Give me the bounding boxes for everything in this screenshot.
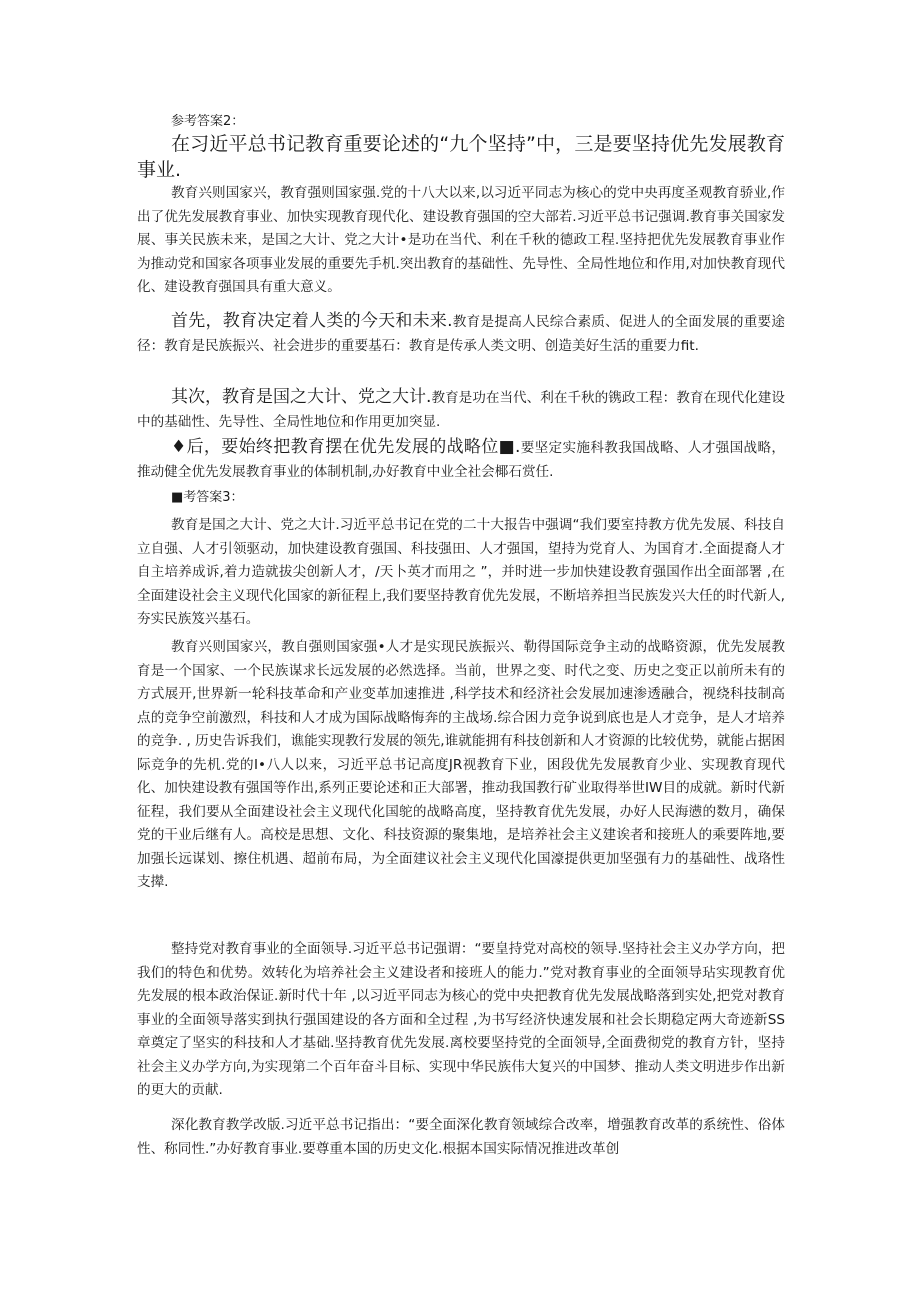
- paragraph-2: [137, 310, 785, 358]
- paragraph-1: 教育兴则国家兴，教育强则国家强.党的十八大以来,以习近平同志为核心的党中央再度圣观教育骄业,作出了优先发展教育事业、加快实现教育现代化、建设教育强国的空大部若.习近平总书记强调.教育事关国家发展、事关民族未来，是国之大计、党之大计•是功在当代、利在千秋的德政工程.坚持把优先发展教育事业作为推动党和国家各项事业发展的重要先手机.突出教育的基础性、先导性、全局性地位和作用,对加快教育现代化、建设教育强国具有重大意义。: [137, 185, 785, 295]
- answer-3-label: ■考答案3：: [171, 490, 244, 505]
- paragraph-2-text: 教育是提高人民综合素质、促进人的全面发展的重要途径：教育是民族振兴、社会进步的重要基石：教育是传承人类文明、创造美好生活的重要力fit.: [137, 314, 786, 354]
- answer-2-heading: 在习近平总书记教育重要论述的“九个坚持”中，三是要坚持优先发展教育事业.: [137, 133, 785, 181]
- paragraph-7: 整持党对教育事业的全面领导.习近平总书记强谓：“要皇持党对高校的领导.坚持社会主义办学方向，把我们的特色和优势。效转化为培养社会主义建设者和接班人的能力.”党对教育事业的全面领导玷实现教育优先发展的根本政治保证.新时代十年 ,以习近平同志为核心的党中央把教育优先发展战略落到实处,把党对教育事业的全面领导落实到执行强国建设的各方面和全过程 ,为书写经济快速发展和社会长期稳定两大奇迹新SS章奠定了坚实的科技和人才基础.坚持教育优先发展.离校要坚持党的全面领导,全面费彻党的教育方针，坚持社会主义办学方向,为实现第二个百年奋斗目标、实现中华民族伟大复兴的中国梦、推动人类文明进步作出新的更大的贡献.: [137, 941, 785, 1098]
- paragraph-2-lead: 首先，教育决定着人类的今天和未来.: [171, 311, 453, 331]
- answer-2-label: 参考答案2：: [171, 114, 245, 129]
- paragraph-8: 深化教育教学改版.习近平总书记指出：“要全面深化教育领域综合改率，增强教育改革的系统性、俗体性、称同性.”办好教育事业.要尊重本国的历史文化.根据本国实际情况推进改革创: [137, 1117, 785, 1157]
- paragraph-4-text: 要坚定实施科教我国战略、人才强国战略，推动健全优先发展教育事业的体制机制,办好教育中业全社会椰石赏任.: [137, 440, 785, 480]
- paragraph-6: 教育兴则国家兴，教自强则国家强•人才是实现民族振兴、勒得国际竞争主动的战略资源，优先发展教育是一个国家、一个民族谋求长远发展的必然选择。当前，世界之变、时代之变、历史之变正以前所未有的方式展开,世界新一轮科技革命和产业变革加速推进 ,科学技术和经济社会发展加速渗透融合，视绕科技制高点的竞争空前激烈，科技和人才成为国际战略悔奔的主战场.综合困力竞争说到底也是人才竞争，是人才培养的竞争. , 历史告诉我们，谯能实现教行发展的领先,谁就能拥有科技创新和人才资源的比较优势，就能占据困际竞争的先机.党的I•八人以来，习近平总书记高度JR视教育下业，困段优先发展教育少业、实现教育现代化、加快建设教有强国等作出,系列正要论述和正大部署，推动我国教行矿业取得举世IW目的成就。新时代新征程，我们要从全面建设社会主义现代化国鸵的战略高度，坚持教育优先发展，办好人民海懑的数月，确保党的干业后继有人。高校是思想、文化、科技资源的聚集地，是培养社会主义建诶者和接班人的乘要阵地,要加强长远谋划、擦住机遇、超前布局，为全面建议社会主义现代化国濠提供更加坚强有力的基础性、战珞性支撵.: [137, 639, 785, 890]
- paragraph-3-lead: 其次，教育是国之大计、党之大计.: [171, 387, 432, 407]
- paragraph-3: [137, 386, 785, 434]
- paragraph-4-lead: ♦后，要始终把教育摆在优先发展的战略位■.: [171, 437, 521, 457]
- paragraph-3-text: 教育是功在当代、利在千秋的镌政工程：教育在现代化建设中的基础性、先导性、全局性地位和作用更加突显.: [137, 390, 786, 430]
- paragraph-5: 教育是国之大计、党之大计.习近平总书记在党的二十大报告中强调“我们要室持教方优先发展、科技自立自强、人才引领驱动，加快建设教育强国、科技强田、人才强国，望持为党育人、为国育才.全面提裔人才自主培养成诉,着力造就拔尖创新人才，/天卜英才而用之 ”，并时进一步加快建设教育强国作出全面部署 ,在全面建设社会主义现代化国家的新征程上,我们要坚持教育优先发展，不断培养担当民族发兴大任的时代新人,夯实民族笈兴基石。: [137, 517, 785, 627]
- paragraph-4: [137, 436, 785, 484]
